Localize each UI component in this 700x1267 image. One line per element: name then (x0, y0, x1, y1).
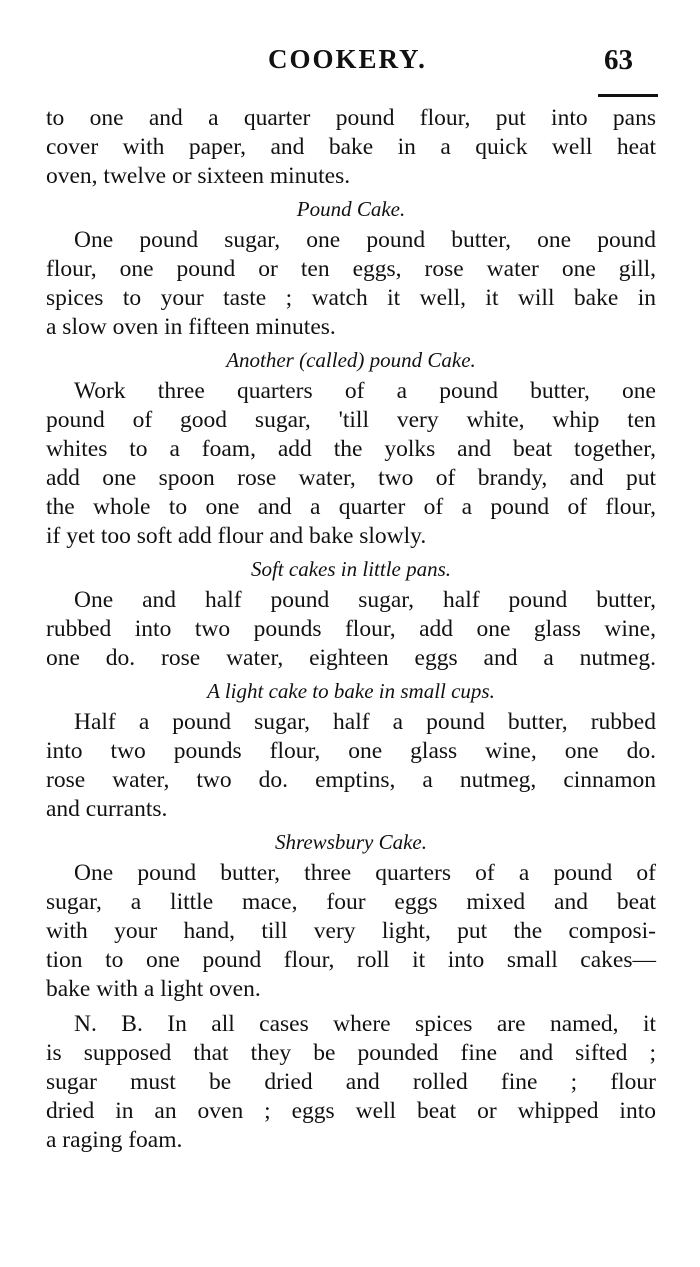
recipe-title: A light cake to bake in small cups. (207, 679, 495, 703)
recipe-shrewsbury-cake (46, 828, 656, 1004)
text-line: One and half pound sugar, half pound butter, (74, 587, 656, 613)
recipe-text (46, 859, 656, 1004)
text-line: flour, one pound or ten eggs, rose water one gill, (46, 256, 656, 282)
page-header (0, 40, 700, 90)
recipe-text (46, 586, 656, 673)
recipe-text (46, 226, 656, 342)
text-line: spices to your taste ; watch it well, it will bake in (46, 285, 656, 311)
text-line: rose water, two do. emptins, a nutmeg, cinnamon (46, 767, 656, 793)
text-line: is supposed that they be pounded fine and sifted ; (46, 1040, 656, 1066)
text-line: one do. rose water, eighteen eggs and a nutmeg. (46, 645, 656, 671)
recipe-text (46, 708, 656, 824)
text-line: cover with paper, and bake in a quick well heat (46, 134, 656, 160)
text-line: Half a pound sugar, half a pound butter, rubbed (74, 709, 656, 735)
text-line: a slow oven in fifteen minutes. (46, 314, 336, 340)
text-line: pound of good sugar, 'till very white, whip ten (46, 407, 656, 433)
page-body (46, 104, 656, 1155)
text-line: One pound sugar, one pound butter, one pound (74, 227, 656, 253)
running-head: COOKERY. (268, 44, 427, 74)
recipe-title: Shrewsbury Cake. (274, 830, 428, 854)
text-line: and currants. (46, 796, 168, 822)
text-line: to one and a quarter pound flour, put into pans (46, 105, 656, 131)
text-line: tion to one pound flour, roll it into small cakes— (46, 947, 656, 973)
text-line: oven, twelve or sixteen minutes. (46, 163, 351, 189)
recipe-title: Soft cakes in little pans. (250, 557, 452, 581)
recipe-title: Another (called) pound Cake. (226, 348, 476, 372)
header-rule (598, 94, 658, 97)
recipe-soft-cakes (46, 555, 656, 673)
text-line: add one spoon rose water, two of brandy, and put (46, 465, 656, 491)
text-line: dried in an oven ; eggs well beat or whipped into (46, 1098, 656, 1124)
recipe-text (46, 377, 656, 551)
text-line: Work three quarters of a pound butter, one (74, 378, 656, 404)
text-line: sugar must be dried and rolled fine ; flour (46, 1069, 656, 1095)
text-line: sugar, a little mace, four eggs mixed and beat (46, 889, 656, 915)
intro-paragraph (46, 104, 656, 191)
recipe-title: Pound Cake. (296, 197, 406, 221)
text-line: if yet too soft add flour and bake slowly. (46, 523, 427, 549)
text-line: a raging foam. (46, 1127, 183, 1153)
page-number: 63 (604, 44, 633, 76)
recipe-light-cake (46, 677, 656, 824)
text-line: the whole to one and a quarter of a pound of flour, (46, 494, 656, 520)
text-line: rubbed into two pounds flour, add one glass wine, (46, 616, 656, 642)
text-line: N. B. In all cases where spices are named, it (74, 1011, 656, 1037)
text-line: with your hand, till very light, put the composi- (46, 918, 656, 944)
text-line: whites to a foam, add the yolks and beat together, (46, 436, 656, 462)
note-paragraph (46, 1010, 656, 1155)
text-line: One pound butter, three quarters of a pound of (74, 860, 656, 886)
recipe-another-pound-cake (46, 346, 656, 551)
text-line: bake with a light oven. (46, 976, 261, 1002)
text-line: into two pounds flour, one glass wine, one do. (46, 738, 656, 764)
recipe-pound-cake (46, 195, 656, 342)
